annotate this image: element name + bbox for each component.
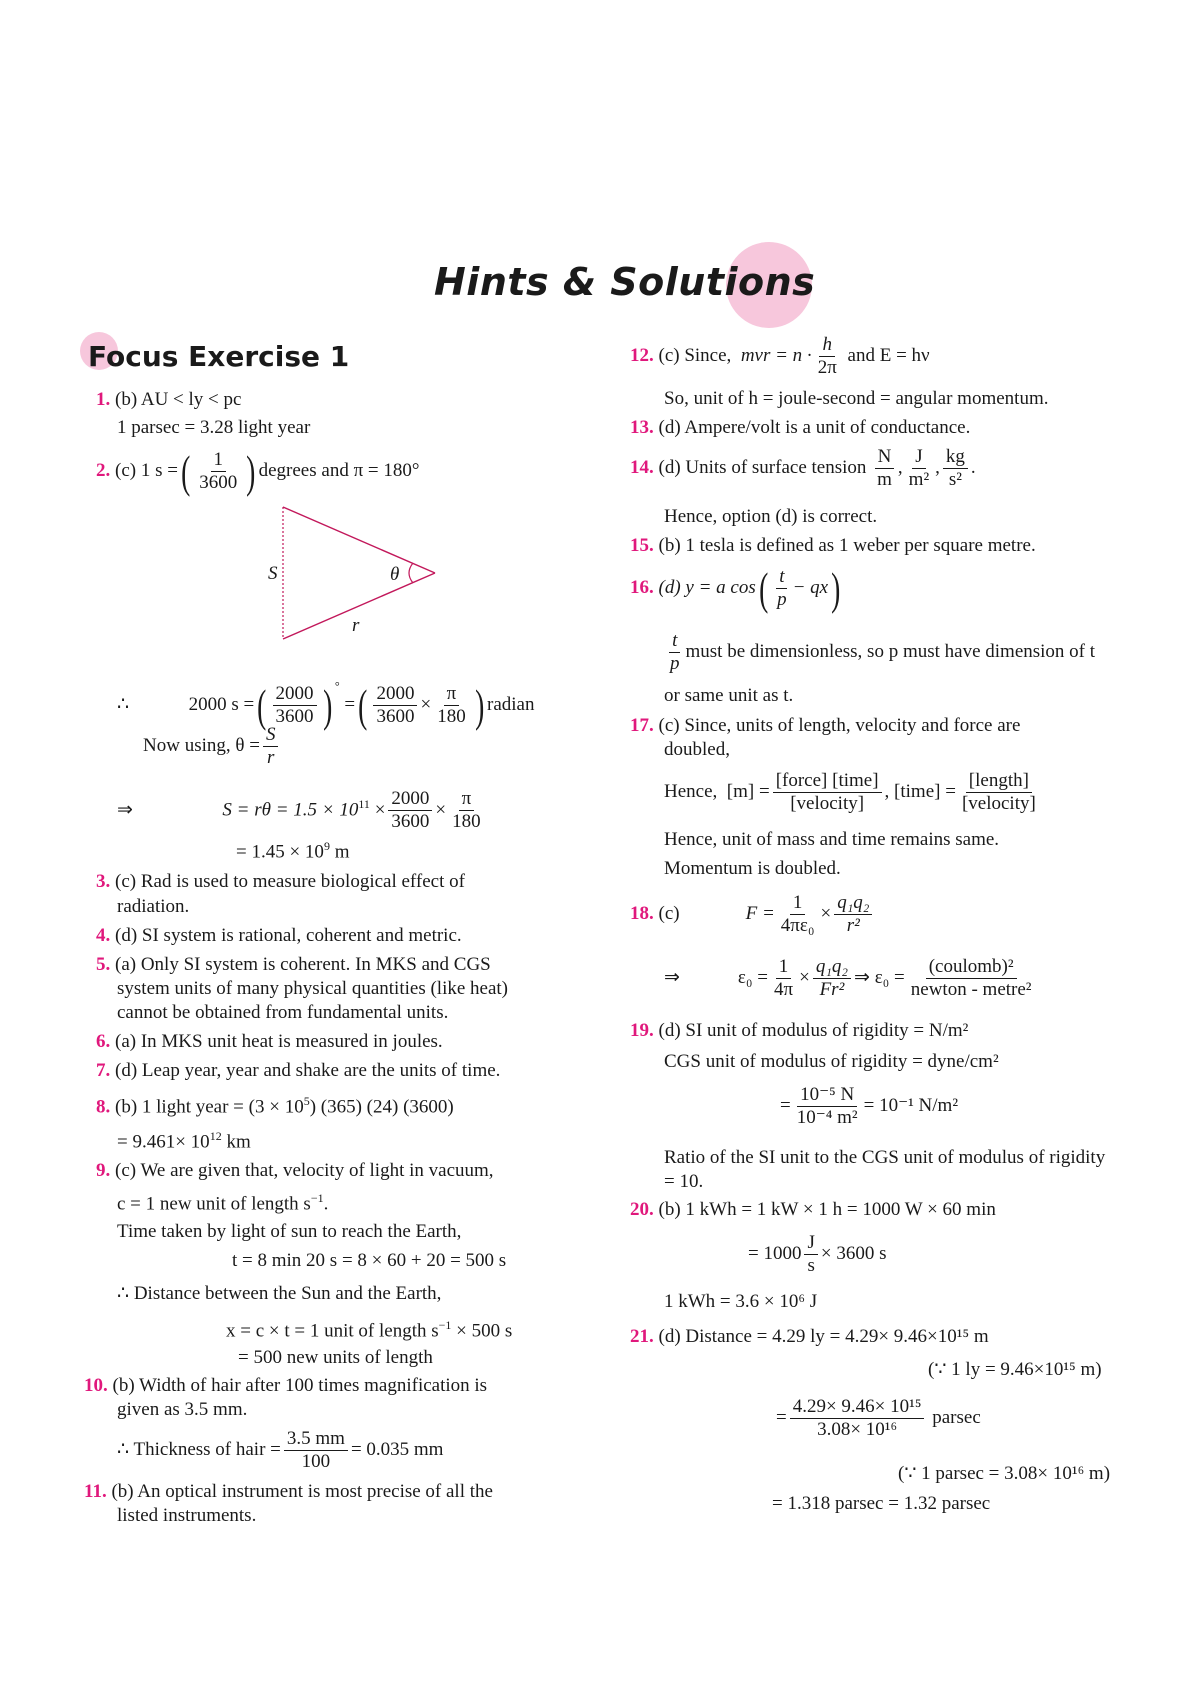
- frac-denominator: newton - metre²: [910, 979, 1032, 1001]
- q3-number: 3.: [96, 871, 111, 892]
- q20-line1: [630, 1198, 996, 1222]
- q17-line4: Hence, unit of mass and time remains same.: [664, 829, 1000, 850]
- frac-denominator: s: [807, 1255, 815, 1277]
- q1-number: 1.: [96, 389, 111, 410]
- q12-line2: So, unit of h = joule-second = angular momentum.: [664, 388, 1049, 409]
- implies-symbol: ⇒: [664, 967, 680, 988]
- q19-fraction: [794, 1084, 861, 1129]
- paren-left: (: [758, 562, 769, 614]
- eq2-frac1: [388, 788, 432, 833]
- frac-denominator: 180: [437, 706, 466, 728]
- q9-line2-a: c = 1 new unit of length s: [117, 1193, 311, 1215]
- theta-arc: [409, 563, 413, 583]
- frac-denominator: 3.08× 10¹⁶: [817, 1419, 898, 1441]
- q21-line5: = 1.318 parsec = 1.32 parsec: [772, 1493, 991, 1514]
- q9-line1: [96, 1159, 494, 1183]
- times: ×: [799, 967, 810, 988]
- frac-numerator: 2000: [388, 788, 432, 811]
- q7-line1: [96, 1059, 500, 1083]
- q18-frac5: [908, 956, 1035, 1001]
- frac-numerator: 1: [790, 892, 806, 915]
- times: ×: [374, 799, 386, 821]
- q9-line6-a: x = c × t = 1 unit of length s: [226, 1320, 439, 1342]
- eq1-lhs: 2000 s =: [188, 694, 255, 715]
- frac-numerator: q₁q₂: [813, 956, 851, 979]
- q21-text: (d) Distance = 4.29 ly = 4.29× 9.46×10¹⁵ m: [658, 1326, 989, 1347]
- therefore-symbol: ∴: [117, 694, 130, 715]
- q8-text-b: ) (365) (24) (3600): [309, 1096, 454, 1118]
- q14-number: 14.: [630, 457, 654, 478]
- frac-numerator: [force] [time]: [773, 770, 882, 793]
- q2-fraction: [196, 449, 240, 494]
- q1-text: (b) AU < ly < pc: [115, 389, 242, 410]
- q17-frac2: [959, 770, 1039, 815]
- time-eq: , [time] =: [884, 781, 956, 802]
- paren-right: ): [831, 562, 841, 614]
- q21-line3: [776, 1392, 981, 1444]
- frac-denominator: m²: [908, 469, 930, 491]
- q14-pre: (d) Units of surface tension: [658, 457, 867, 478]
- frac-denominator: [velocity]: [790, 793, 865, 815]
- exponent: −1: [438, 1318, 452, 1332]
- triangle-label-s: S: [268, 563, 278, 584]
- frac-numerator: S: [263, 724, 279, 747]
- q16-line2: [664, 628, 1095, 676]
- equals: =: [780, 1095, 791, 1116]
- eq1-frac2: [373, 683, 417, 728]
- q19-line1: [630, 1019, 968, 1043]
- q5-line1: [96, 953, 491, 977]
- times: ×: [435, 799, 447, 821]
- q21-line1: [630, 1325, 989, 1349]
- q9-line2: [117, 1186, 328, 1216]
- times: ×: [420, 694, 432, 715]
- q12-post: and E = hν: [847, 345, 930, 366]
- q4-text: (d) SI system is rational, coherent and metric.: [115, 925, 462, 946]
- q20-line3: 1 kWh = 3.6 × 10⁶ J: [664, 1291, 818, 1312]
- frac-denominator: r: [266, 747, 275, 769]
- q10-line3: [117, 1424, 443, 1476]
- q12-fraction: [815, 334, 840, 379]
- q14-frac2: [906, 446, 932, 491]
- q19-result: = 10⁻¹ N/m²: [863, 1095, 959, 1116]
- q21-number: 21.: [630, 1326, 654, 1347]
- q10-line1: [84, 1374, 487, 1398]
- frac-numerator: 1: [776, 956, 792, 979]
- q10-fraction: [284, 1428, 348, 1473]
- q14-line2: Hence, option (d) is correct.: [664, 506, 878, 527]
- exponent: 9: [323, 839, 330, 853]
- q10-text: (b) Width of hair after 100 times magnification is: [112, 1375, 488, 1396]
- q2-number: 2.: [96, 460, 111, 481]
- section-heading: Focus Exercise 1: [88, 340, 350, 373]
- q15-number: 15.: [630, 535, 654, 556]
- q18-line2: [664, 952, 1038, 1004]
- q9-text: (c) We are given that, velocity of light in vacuum,: [115, 1160, 494, 1181]
- q5-number: 5.: [96, 954, 111, 975]
- q9-line5: ∴ Distance between the Sun and the Earth,: [117, 1283, 442, 1304]
- frac-denominator: 180: [452, 811, 481, 833]
- q9-line6-b: × 500 s: [451, 1320, 513, 1342]
- now-using-text: Now using, θ =: [143, 735, 260, 756]
- q4-line1: [96, 924, 462, 948]
- frac-numerator: 4.29× 9.46× 10¹⁵: [790, 1396, 925, 1419]
- q11-line2: listed instruments.: [117, 1505, 257, 1526]
- q20-post: × 3600 s: [820, 1243, 887, 1264]
- q14-line1: 14. (d) Units of surface tension $\frac{N}{m}$ , $\frac{J}{\text{m²}}$ , $\frac{kg}{\text{s²}}$ .: [630, 446, 976, 491]
- q13-line1: [630, 416, 970, 440]
- q2-post: degrees and π = 180°: [258, 460, 420, 481]
- frac-numerator: 2000: [273, 683, 317, 706]
- q18-frac4: [813, 956, 851, 1001]
- q18-line1: [630, 888, 875, 940]
- q18-frac3: [771, 956, 796, 1001]
- q19-line5: = 10.: [664, 1171, 704, 1192]
- q2-result: [236, 834, 349, 864]
- equals: = 1000: [748, 1243, 802, 1264]
- eq1-frac3: [434, 683, 469, 728]
- q16-line3: or same unit as t.: [664, 685, 794, 706]
- q12-pre: (c) Since,: [658, 345, 732, 366]
- q5-line2: system units of many physical quantities (like heat): [117, 978, 509, 999]
- q9-line4: t = 8 min 20 s = 8 × 60 + 20 = 500 s: [232, 1250, 507, 1271]
- frac-denominator: p: [670, 653, 680, 675]
- frac-denominator: [velocity]: [961, 793, 1036, 815]
- q15-text: (b) 1 tesla is defined as 1 weber per square metre.: [658, 535, 1036, 556]
- frac-denominator: 3600: [199, 472, 238, 494]
- s-over-r-frac: [263, 724, 279, 769]
- q1-line2: 1 parsec = 3.28 light year: [117, 417, 311, 438]
- q17-line5: Momentum is doubled.: [664, 858, 841, 879]
- q20-line2: [748, 1228, 886, 1280]
- q19-line4: Ratio of the SI unit to the CGS unit of modulus of rigidity: [664, 1147, 1106, 1168]
- frac-numerator: q₁q₂: [834, 892, 872, 915]
- q5-text: (a) Only SI system is coherent. In MKS and CGS: [115, 954, 491, 975]
- q20-number: 20.: [630, 1199, 654, 1220]
- triangle-diagram: [265, 505, 455, 645]
- exponent: 11: [358, 797, 370, 811]
- mass-eq: [m] =: [726, 781, 770, 802]
- frac-numerator: π: [444, 683, 460, 706]
- q16-fraction: [774, 566, 790, 611]
- eps-eq: ε₀ =: [737, 967, 768, 988]
- radian-unit: radian: [487, 694, 535, 715]
- frac-numerator: π: [459, 788, 475, 811]
- q3-line1: [96, 870, 465, 894]
- exponent: 5: [303, 1094, 310, 1108]
- triangle-label-r: r: [352, 615, 360, 636]
- q13-text: (d) Ampere/volt is a unit of conductance.: [658, 417, 971, 438]
- q6-line1: [96, 1030, 443, 1054]
- q8-line2-b: km: [221, 1131, 251, 1153]
- frac-numerator: [length]: [966, 770, 1032, 793]
- frac-numerator: 3.5 mm: [284, 1428, 348, 1451]
- parsec-unit: parsec: [932, 1407, 981, 1428]
- q7-number: 7.: [96, 1060, 111, 1081]
- q19-number: 19.: [630, 1020, 654, 1041]
- paren-left: (: [257, 679, 267, 731]
- frac-denominator: 3600: [376, 706, 415, 728]
- frac-denominator: r²: [846, 915, 860, 937]
- q6-text: (a) In MKS unit heat is measured in joules.: [115, 1031, 443, 1052]
- q10-number: 10.: [84, 1375, 108, 1396]
- frac-denominator: 4πε₀: [780, 915, 815, 937]
- frac-denominator: 10⁻⁴ m²: [796, 1107, 858, 1129]
- q9-line3: Time taken by light of sun to reach the Earth,: [117, 1221, 462, 1242]
- q3-line2: radiation.: [117, 896, 190, 917]
- q17-line2: doubled,: [664, 739, 730, 760]
- frac-numerator: t: [776, 566, 787, 589]
- exponent: −1: [310, 1191, 324, 1205]
- frac-denominator: m: [877, 469, 892, 491]
- q14-frac3: [943, 446, 968, 491]
- q2-pre: (c) 1 s =: [115, 460, 178, 481]
- q12-line1: [630, 330, 930, 382]
- q9-line2-b: .: [323, 1193, 329, 1215]
- q18-pre: (c): [658, 903, 680, 924]
- paren-right: ): [246, 445, 256, 497]
- paren-left: (: [358, 679, 368, 731]
- q8-text-a: (b) 1 light year = (3 × 10: [115, 1096, 304, 1118]
- frac-denominator: 4π: [774, 979, 794, 1001]
- eq2-frac2: [449, 788, 484, 833]
- frac-denominator: 100: [301, 1451, 331, 1473]
- q6-number: 6.: [96, 1031, 111, 1052]
- result-unit: m: [334, 841, 350, 863]
- q14-frac1: [874, 446, 895, 491]
- q8-line1: [96, 1089, 454, 1119]
- q17-number: 17.: [630, 715, 654, 736]
- q18-frac1: [778, 892, 818, 937]
- times: ×: [820, 903, 832, 924]
- q5-line3: cannot be obtained from fundamental units.: [117, 1002, 449, 1023]
- q9-line6: [226, 1313, 512, 1343]
- t-over-p-frac: [667, 630, 683, 675]
- frac-denominator: p: [777, 589, 787, 611]
- equals: =: [776, 1407, 787, 1428]
- q21-line4: (∵ 1 parsec = 3.08× 10¹⁶ m): [898, 1463, 1111, 1484]
- q17-frac1: [773, 770, 882, 815]
- q11-line1: [84, 1480, 493, 1504]
- q16-line2-text: must be dimensionless, so p must have dimension of t: [685, 641, 1096, 662]
- q17-line1: [630, 714, 1020, 738]
- q7-text: (d) Leap year, year and shake are the units of time.: [115, 1060, 501, 1081]
- q8-number: 8.: [96, 1096, 111, 1118]
- frac-numerator: h: [819, 334, 835, 357]
- frac-numerator: (coulomb)²: [926, 956, 1017, 979]
- q20-fraction: [804, 1232, 817, 1277]
- implies-symbol: ⇒: [117, 799, 133, 821]
- frac-numerator: 10⁻⁵ N: [797, 1084, 857, 1107]
- paren-right: ): [322, 679, 332, 731]
- frac-denominator: Fr²: [819, 979, 845, 1001]
- q13-number: 13.: [630, 417, 654, 438]
- q18-number: 18.: [630, 903, 654, 924]
- exponent: 12: [209, 1129, 222, 1143]
- q8-line2: [117, 1124, 251, 1154]
- q12-number: 12.: [630, 345, 654, 366]
- q19-text: (d) SI unit of modulus of rigidity = N/m²: [658, 1020, 969, 1041]
- q17-line3: [664, 766, 1042, 818]
- frac-numerator: J: [912, 446, 925, 469]
- q10-line3-b: = 0.035 mm: [350, 1439, 444, 1460]
- q21-line2: (∵ 1 ly = 9.46×10¹⁵ m): [928, 1359, 1102, 1380]
- q12-mvr: mvr = n ·: [740, 345, 812, 366]
- q17-text: (c) Since, units of length, velocity and force are: [658, 715, 1021, 736]
- hence: Hence,: [664, 781, 718, 802]
- q15-line1: [630, 534, 1036, 558]
- implies-eps: ⇒ ε₀ =: [854, 967, 905, 988]
- q10-line3-a: ∴ Thickness of hair =: [117, 1439, 281, 1460]
- frac-denominator: 3600: [275, 706, 314, 728]
- q11-number: 11.: [84, 1481, 107, 1502]
- frac-denominator: s²: [948, 469, 962, 491]
- q19-line2: CGS unit of modulus of rigidity = dyne/cm²: [664, 1051, 999, 1072]
- frac-numerator: t: [669, 630, 680, 653]
- q18-frac2: [834, 892, 872, 937]
- q16-number: 16.: [630, 577, 654, 598]
- frac-numerator: kg: [943, 446, 968, 469]
- q16-pre: (d) y = a cos: [658, 577, 756, 598]
- q9-line7: = 500 new units of length: [238, 1347, 433, 1368]
- q9-number: 9.: [96, 1160, 111, 1181]
- q4-number: 4.: [96, 925, 111, 946]
- frac-numerator: 2000: [373, 683, 417, 706]
- q2-line1: [96, 445, 419, 497]
- q11-text: (b) An optical instrument is most precise of all the: [111, 1481, 493, 1502]
- frac-numerator: N: [875, 446, 895, 469]
- triangle-label-theta: θ: [390, 564, 400, 585]
- force-eq: F =: [745, 903, 775, 924]
- frac-numerator: J: [804, 1232, 817, 1255]
- q10-line2: given as 3.5 mm.: [117, 1399, 248, 1420]
- frac-denominator: 2π: [817, 357, 837, 379]
- q16-line1: [630, 562, 843, 614]
- q19-line3: [780, 1080, 958, 1132]
- q2-eq2: [117, 778, 487, 836]
- q20-text: (b) 1 kWh = 1 kW × 1 h = 1000 W × 60 min: [658, 1199, 996, 1220]
- q8-line2-a: = 9.461× 10: [117, 1131, 210, 1153]
- result-text: = 1.45 × 10: [236, 841, 324, 863]
- frac-denominator: 3600: [391, 811, 430, 833]
- q3-text: (c) Rad is used to measure biological effect of: [115, 871, 465, 892]
- page-title: Hints & Solutions: [434, 260, 816, 304]
- degree-symbol: °: [334, 679, 340, 693]
- q2-now-using: [143, 720, 281, 772]
- q21-fraction: [790, 1396, 925, 1441]
- paren-left: (: [181, 445, 191, 497]
- q1-line1: [96, 388, 241, 412]
- equals: =: [344, 694, 356, 715]
- q16-post: − qx: [792, 577, 829, 598]
- s-equation: S = rθ = 1.5 × 10: [222, 799, 359, 821]
- frac-numerator: 1: [211, 449, 227, 472]
- paren-right: ): [474, 679, 484, 731]
